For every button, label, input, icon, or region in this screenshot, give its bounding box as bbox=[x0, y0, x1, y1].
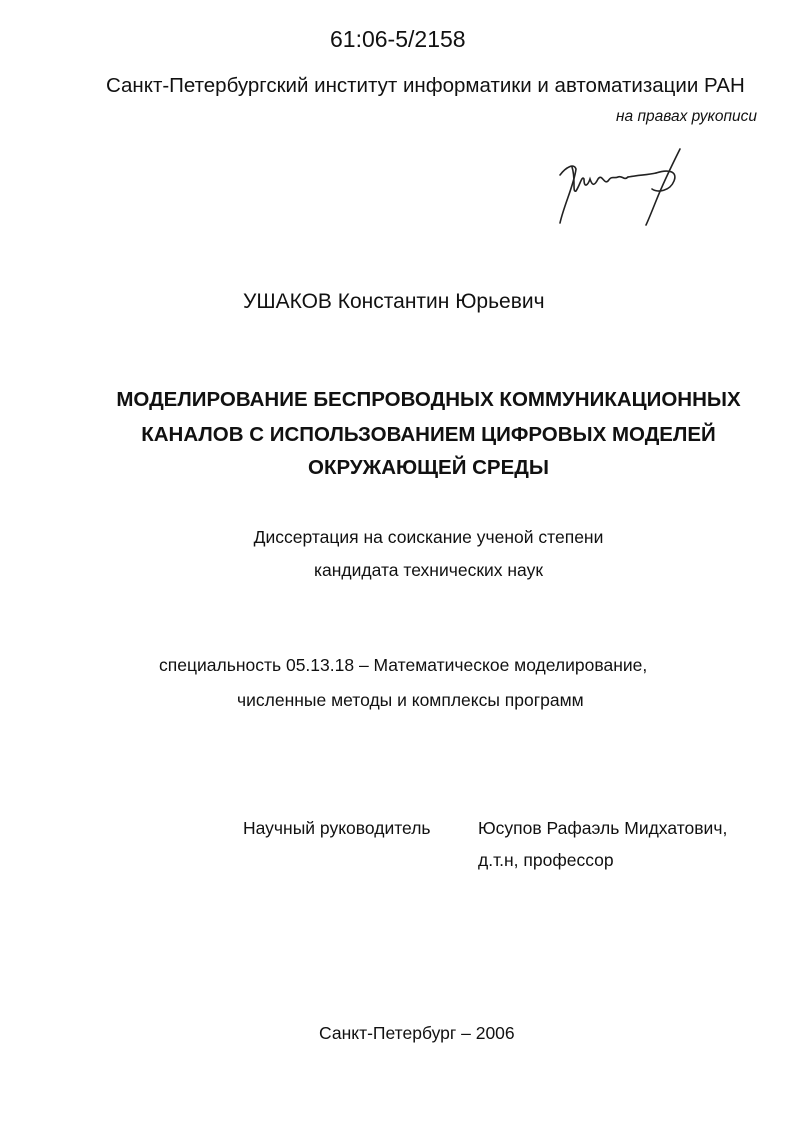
specialty-line-1: специальность 05.13.18 – Математическое моделирование, bbox=[159, 655, 648, 675]
author-name: УШАКОВ Константин Юрьевич bbox=[243, 290, 545, 313]
dissertation-title-line-3: ОКРУЖАЮЩЕЙ СРЕДЫ bbox=[308, 456, 549, 479]
advisor-degree: д.т.н, профессор bbox=[478, 850, 614, 870]
institution-name: Санкт-Петербургский институт информатики и автоматизации РАН bbox=[106, 74, 745, 97]
degree-line-1: Диссертация на соискание ученой степени bbox=[253, 527, 604, 547]
handwritten-signature bbox=[552, 145, 692, 230]
specialty-line-2: численные методы и комплексы программ bbox=[237, 690, 584, 710]
dissertation-title-line-2: КАНАЛОВ С ИСПОЛЬЗОВАНИЕМ ЦИФРОВЫХ МОДЕЛЕЙ bbox=[141, 423, 716, 446]
advisor-name: Юсупов Рафаэль Мидхатович, bbox=[478, 818, 728, 838]
city-year: Санкт-Петербург – 2006 bbox=[319, 1023, 515, 1043]
degree-line-2: кандидата технических наук bbox=[313, 560, 543, 580]
dissertation-title-line-1: МОДЕЛИРОВАНИЕ БЕСПРОВОДНЫХ КОММУНИКАЦИОННЫХ bbox=[116, 388, 741, 411]
advisor-label: Научный руководитель bbox=[243, 818, 431, 838]
manuscript-note: на правах рукописи bbox=[616, 108, 757, 125]
registry-number: 61:06-5/2158 bbox=[330, 26, 466, 52]
